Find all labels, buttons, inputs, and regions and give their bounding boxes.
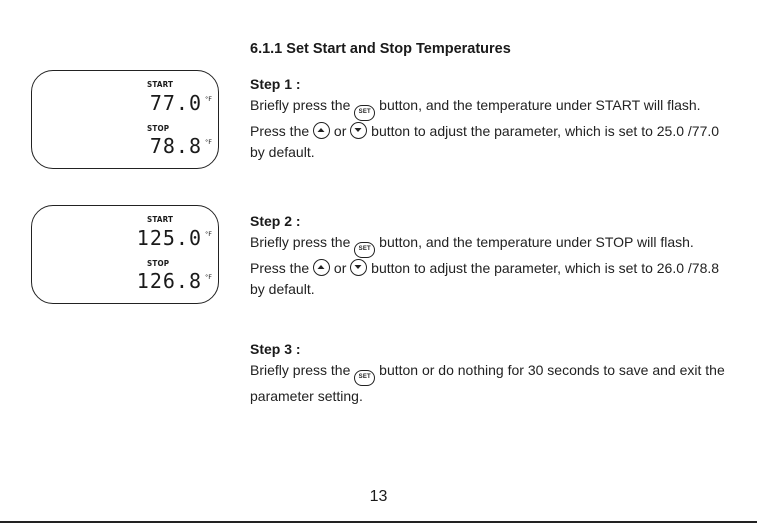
lcd-stop-value: 126.8 [136,269,202,293]
step-title: Step 2 : [250,213,301,229]
step-1 [250,76,730,163]
page-number: 13 [369,488,388,505]
lcd-start-label: START [147,215,174,224]
up-arrow-button-icon [313,259,330,276]
lcd-stop-label: STOP [147,124,170,133]
step-title: Step 1 : [250,76,301,92]
lcd-start-unit: °F [205,230,212,238]
step-title: Step 3 : [250,341,301,357]
section-title: 6.1.1 Set Start and Stop Temperatures [250,41,511,57]
lcd-stop-unit: °F [205,273,212,281]
set-button-icon: SET [354,242,375,258]
lcd-start-unit: °F [205,95,212,103]
lcd-start-value: 77.0 [149,91,202,115]
down-arrow-button-icon [350,259,367,276]
footer-divider [0,521,757,523]
down-arrow-button-icon [350,122,367,139]
set-button-icon: SET [354,370,375,386]
step-text: Briefly press the SET button, and the temperature under STOP will flash. Press the or button to adjust the parameter, which is set to 26.0 /78.8 by default. [250,234,720,297]
step-2 [250,213,730,300]
step-3 [250,341,730,407]
set-button-icon: SET [354,105,375,121]
lcd-start-value: 125.0 [136,226,202,250]
step-text: Briefly press the SET button or do nothing for 30 seconds to save and exit the parameter setting. [250,362,725,404]
lcd-start-label: START [147,80,174,89]
step-text: Briefly press the SET button, and the temperature under START will flash. Press the or button to adjust the parameter, which is set to 25.0 /77.0 by default. [250,97,720,160]
lcd-stop-value: 78.8 [149,134,202,158]
lcd-display-start-stop [31,205,219,304]
lcd-stop-label: STOP [147,259,170,268]
up-arrow-button-icon [313,122,330,139]
lcd-display-start-stop [31,70,219,169]
lcd-stop-unit: °F [205,138,212,146]
